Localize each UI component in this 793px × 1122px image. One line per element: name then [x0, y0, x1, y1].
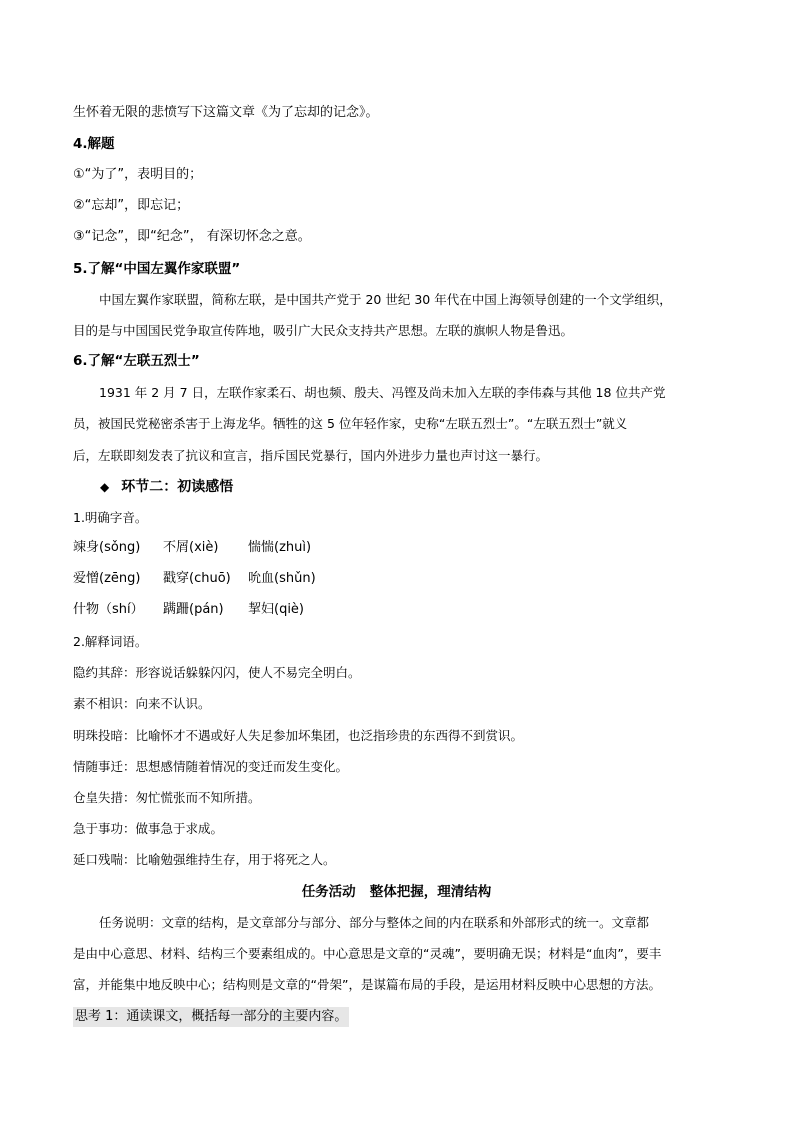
task-line-2: 是由中心意思、材料、结构三个要素组成的。中心意思是文章的“灵魂”，要明确无误；材料是“血肉”，要丰 — [73, 946, 662, 961]
stage2-title: 环节二：初读感悟 — [121, 479, 234, 495]
section4-item-1: ①“为了”，表明目的； — [73, 167, 203, 182]
pronunciation-heading: 1.明确字音。 — [73, 510, 148, 525]
vocab-item: 明珠投暗：比喻怀才不遇或好人失足参加坏集团，也泛指珍贵的东西得不到赏识。 — [73, 728, 524, 743]
vocab-item: 情随事迁：思想感情随着情况的变迁而发生变化。 — [73, 759, 349, 774]
section5-line-2: 目的是与中国国民党争取宣传阵地，吸引广大民众支持共产思想。左联的旗帜人物是鲁迅。 — [73, 323, 574, 338]
vocab-heading: 2.解释词语。 — [73, 634, 148, 649]
vocab-item: 延口残喘：比喻勉强维持生存，用于将死之人。 — [73, 852, 336, 867]
stage2-heading — [100, 478, 233, 496]
intro-line: 生怀着无限的悲愤写下这篇文章《为了忘却的记念》。 — [73, 105, 379, 120]
vocab-item: 素不相识：向来不认识。 — [73, 696, 211, 711]
pronunciation-word: 什物（shí） — [73, 602, 144, 617]
diamond-bullet-icon: ◆ — [100, 480, 110, 494]
section6-line-2: 员，被国民党秘密杀害于上海龙华。牺牲的这 5 位年轻作家，史称“左联五烈士”。“左联五烈士”就义 — [73, 416, 628, 431]
pronunciation-word: 吮血(shǔn) — [248, 571, 316, 586]
task-title: 任务活动 整体把握，理清结构 — [301, 884, 492, 900]
section6-heading: 6.了解“左联五烈士” — [73, 353, 200, 369]
pronunciation-word: 竦身(sǒng) — [73, 540, 141, 555]
pronunciation-word: 蹒跚(pán) — [163, 602, 224, 617]
section4-item-3: ③“记念”，即“纪念”， 有深切怀念之意。 — [73, 229, 311, 244]
section4-heading: 4.解题 — [73, 136, 115, 152]
section4-item-2: ②“忘却”，即忘记； — [73, 198, 190, 213]
vocab-item: 仓皇失措：匆忙慌张而不知所措。 — [73, 790, 261, 805]
pronunciation-word: 惴惴(zhuì) — [248, 540, 312, 555]
vocab-item: 急于事功：做事急于求成。 — [73, 821, 224, 836]
pronunciation-word: 挈妇(qiè) — [248, 602, 305, 617]
pronunciation-word: 戳穿(chuō) — [163, 571, 231, 586]
section6-line-3: 后，左联即刻发表了抗议和宣言，指斥国民党暴行，国内外进步力量也声讨这一暴行。 — [73, 448, 549, 463]
pronunciation-word: 不屑(xiè) — [163, 540, 219, 555]
section5-line-1: 中国左翼作家联盟，简称左联，是中国共产党于 20 世纪 30 年代在中国上海领导创建的一个文学组织， — [99, 292, 672, 307]
vocab-item: 隐约其辞：形容说话躲躲闪闪，使人不易完全明白。 — [73, 665, 361, 680]
pronunciation-word: 爱憎(zēng) — [73, 571, 141, 586]
section6-line-1: 1931 年 2 月 7 日，左联作家柔石、胡也频、殷夫、冯铿及尚未加入左联的李伟森与其他 18 位共产党 — [99, 385, 666, 400]
task-question: 思考 1：通读课文，概括每一部分的主要内容。 — [73, 1007, 349, 1027]
section5-heading: 5.了解“中国左翼作家联盟” — [73, 261, 241, 277]
task-line-1: 任务说明：文章的结构，是文章部分与部分、部分与整体之间的内在联系和外部形式的统一。文章都 — [99, 915, 650, 930]
task-line-3: 富，并能集中地反映中心；结构则是文章的“骨架”，是谋篇布局的手段，是运用材料反映中心思想的方法。 — [73, 977, 661, 992]
